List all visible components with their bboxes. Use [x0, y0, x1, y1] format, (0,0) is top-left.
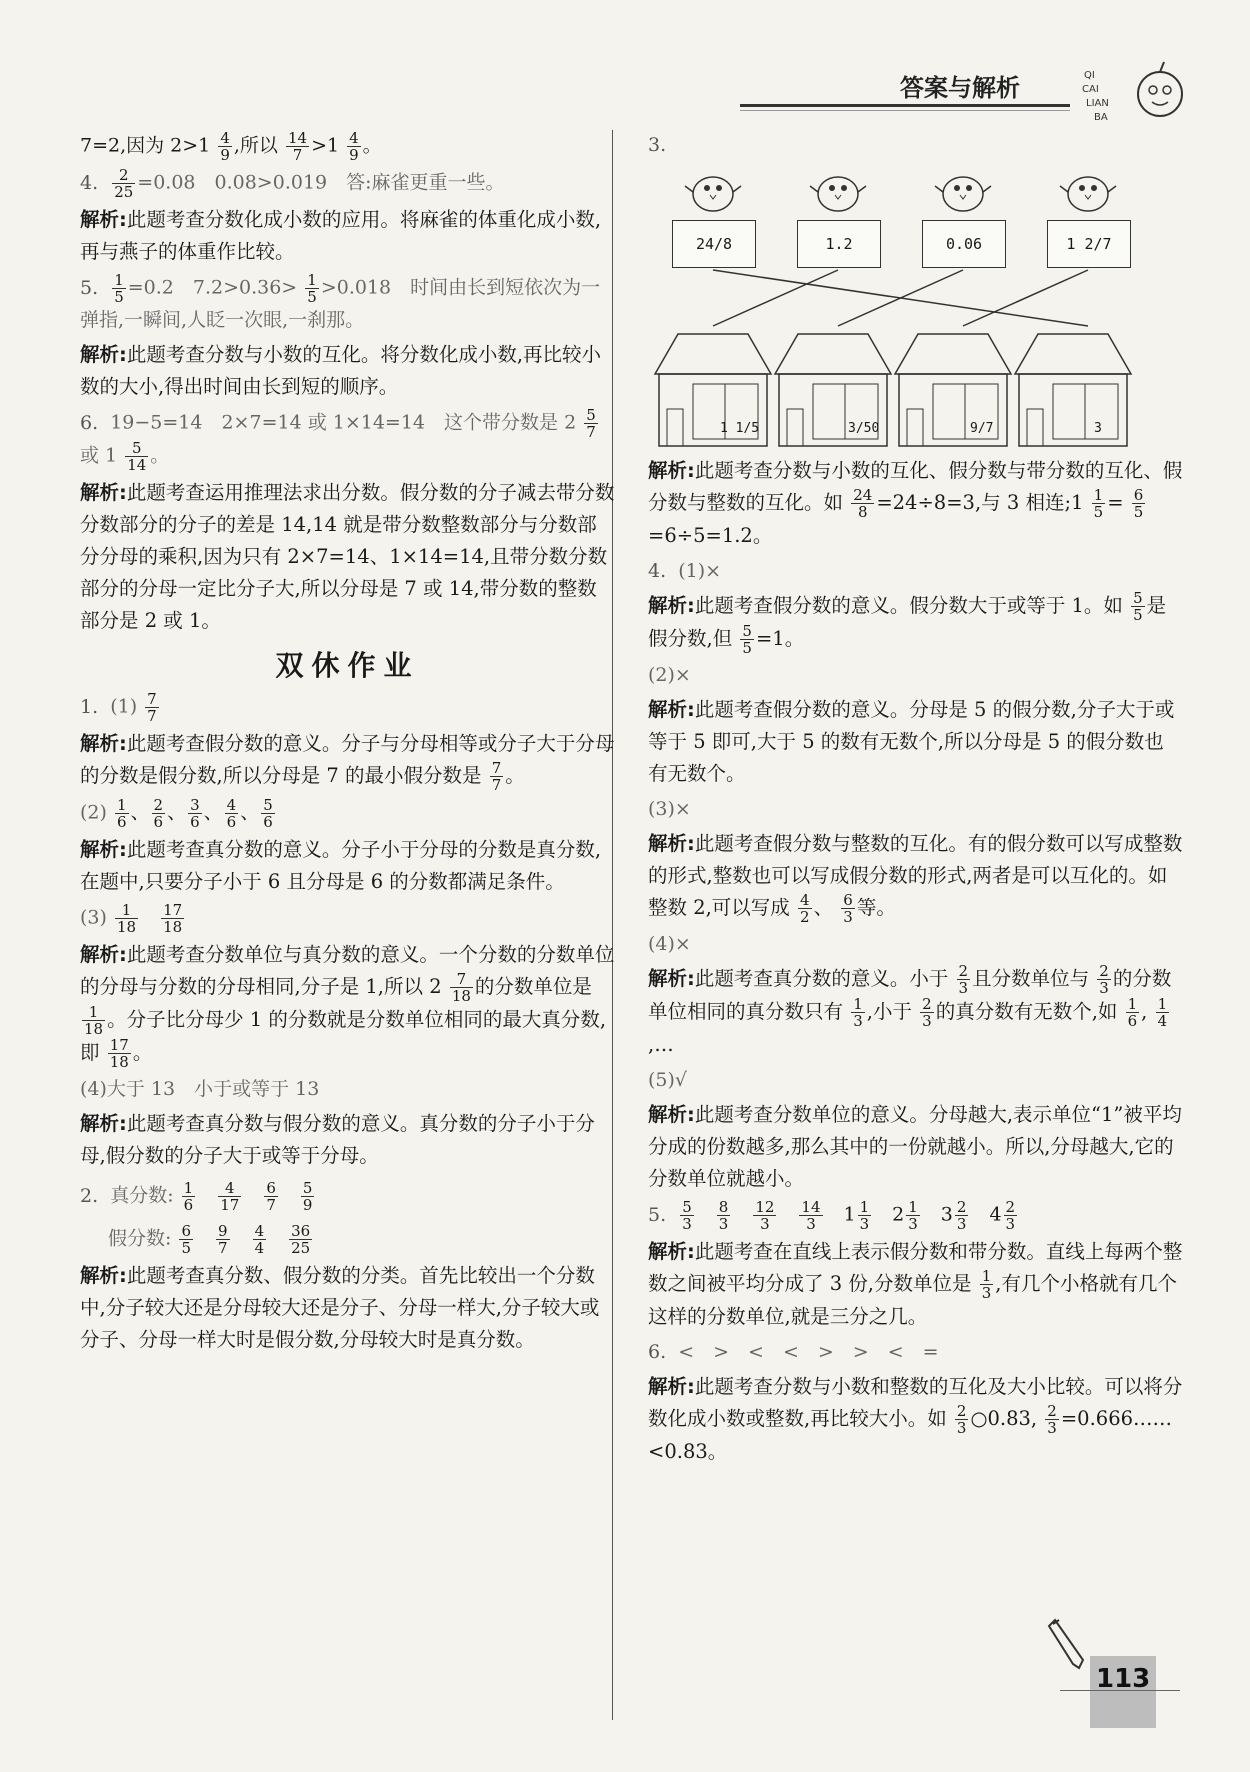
category-label: 真分数:: [110, 1184, 174, 1207]
fraction: $\frac{1}{18}$: [84, 1003, 104, 1038]
analysis-5: [648, 1236, 1183, 1333]
fraction: $\frac{1}{6}$: [183, 1179, 194, 1214]
analysis-text: =1。: [755, 627, 805, 650]
s1-analysis-3: [80, 939, 615, 1070]
continuation-line: [80, 130, 615, 163]
analysis-label: 解析:: [648, 698, 695, 721]
part-4-4: [648, 929, 1183, 959]
analysis-label: 解析:: [648, 832, 695, 855]
fraction: $\frac{14}{7}$: [287, 129, 308, 164]
part-label: (3): [80, 906, 107, 929]
house-value: 3/50: [848, 421, 880, 436]
cont-text: 7=2,因为 2>1: [80, 134, 211, 157]
fraction: $\frac{6}{5}$: [1133, 486, 1144, 521]
part-answer: (2)×: [648, 664, 691, 686]
fraction: $\frac{2}{25}$: [114, 166, 134, 201]
fraction: $\frac{5}{5}$: [1133, 589, 1143, 624]
fraction: $\frac{4}{9}$: [220, 129, 230, 164]
fraction: $\frac{4}{4}$: [254, 1222, 265, 1257]
fraction: $\frac{2}{3}$: [956, 1198, 967, 1233]
question-number: 5.: [648, 1203, 667, 1226]
analysis-text: 此题考查分数化成小数的应用。将麻雀的体重化成小数,再与燕子的体重作比较。: [80, 208, 602, 263]
part-answer: (4)×: [648, 933, 691, 955]
fraction: $\frac{2}{3}$: [958, 962, 969, 997]
fraction: $\frac{1}{5}$: [114, 271, 124, 306]
question-5: 5. $\frac{5}{3}$ $\frac{8}{3}$ $\frac{12}{3}$ $\frac{14}{3}$ 1 $\frac{1}{3}$ 2 $\frac{1}{3}$ 3 $\frac{2}{3}$ 4 $\frac{2}{3}$: [648, 1198, 1016, 1233]
analysis-text: ,有几个小格就有几个这样的分数单位,就是三分之几。: [648, 1272, 1177, 1328]
s1-analysis-2: [80, 834, 615, 898]
s1-analysis-1: [80, 728, 615, 793]
answer-text: 或 1: [80, 444, 118, 467]
part-4-3: [648, 794, 1183, 824]
analysis-label: 解析:: [80, 481, 127, 504]
part-answer: (5)√: [648, 1069, 688, 1091]
analysis-text: 的真分数有无数个,如: [935, 1000, 1118, 1023]
fraction: $\frac{5}{3}$: [682, 1198, 692, 1233]
analysis-text: =6÷5=1.2。: [648, 524, 773, 547]
answer-text: < > < < > > < =: [678, 1341, 939, 1363]
analysis-6: [648, 1371, 1183, 1468]
analysis-text: ,: [1141, 1000, 1148, 1023]
question-number: 1.: [80, 695, 99, 718]
analysis-text: 此题考查分数单位与真分数的意义。一个分数的分数单位的分母与分数的分母相同,分子是 1,所以 2: [80, 943, 615, 998]
fraction: $\frac{2}{3}$: [1099, 962, 1109, 997]
question-5: [80, 272, 615, 335]
analysis-text: 此题考查分数单位的意义。分母越大,表示单位“1”被平均分成的份数越多,那么其中的一份就越小。所以,分母越大,它的分数单位就越小。: [648, 1103, 1182, 1190]
section-title: 双休作业: [275, 649, 420, 682]
s1-part-4: [80, 1074, 615, 1104]
part-label: (1): [110, 695, 138, 718]
fraction: $\frac{4}{17}$: [220, 1179, 240, 1214]
s1-part-2: (2) $\frac{1}{6}$ 、 $\frac{2}{6}$ 、 $\frac{3}{6}$ 、 $\frac{4}{6}$ 、 $\frac{5}{6}$: [80, 796, 273, 831]
fraction: $\frac{4}{6}$: [226, 796, 237, 831]
question-number: 5.: [80, 276, 99, 299]
question-number: 3.: [648, 134, 667, 156]
analysis-3: [648, 455, 1183, 552]
fraction: $\frac{8}{3}$: [718, 1198, 729, 1233]
analysis-6: [80, 477, 615, 637]
analysis-text: ○0.83,: [970, 1407, 1038, 1430]
house-value: 3: [1094, 421, 1102, 436]
svg-text:BA: BA: [1094, 112, 1108, 123]
svg-text:QI: QI: [1084, 70, 1095, 81]
question-6: [648, 1337, 1183, 1367]
fraction: $\frac{14}{3}$: [801, 1198, 821, 1233]
analysis-label: 解析:: [80, 732, 127, 755]
fraction: $\frac{1}{3}$: [853, 995, 863, 1030]
fraction: $\frac{5}{14}$: [127, 439, 147, 474]
question-number: 6.: [80, 411, 99, 434]
fraction: $\frac{36}{25}$: [291, 1222, 311, 1257]
analysis-text: 。: [132, 1041, 153, 1064]
analysis-text: 此题考查分数与小数的互化。将分数化成小数,再比较小数的大小,得出时间由长到短的顺序。: [80, 343, 602, 398]
header-title: 答案与解析: [900, 74, 1020, 102]
fraction: $\frac{9}{7}$: [218, 1222, 228, 1257]
part-4-2: [648, 660, 1183, 690]
analysis-4: [80, 204, 615, 268]
fraction: $\frac{24}{8}$: [853, 486, 873, 521]
fraction: $\frac{6}{3}$: [843, 891, 853, 926]
fraction: $\frac{1}{6}$: [1127, 995, 1138, 1030]
fraction: $\frac{5}{6}$: [263, 796, 273, 831]
bird-icon: [1058, 164, 1118, 214]
part-label: (4)大于 13 小于或等于 13: [80, 1078, 320, 1100]
question-number: 6.: [648, 1341, 667, 1363]
fraction: $\frac{4}{9}$: [349, 129, 359, 164]
fraction: $\frac{2}{3}$: [1005, 1198, 1016, 1233]
s1-part-1: [80, 691, 615, 724]
fraction: $\frac{1}{3}$: [981, 1267, 992, 1302]
fraction: $\frac{7}{7}$: [491, 759, 502, 794]
analysis-text: =0.666……<0.83。: [648, 1407, 1173, 1463]
analysis-text: 等。: [856, 896, 896, 919]
house-icon: [893, 329, 1013, 447]
bird-icon: [683, 164, 743, 214]
analysis-text: 此题考查分数与小数和整数的互化及大小比较。可以将分数化成小数或整数,再比较大小。如: [648, 1375, 1183, 1430]
analysis-4-4: [648, 963, 1183, 1061]
s2-analysis: [80, 1260, 615, 1356]
logo-icon: [1080, 52, 1200, 132]
analysis-text: 此题考查运用推理法求出分数。假分数的分子减去带分数分数部分的分子的差是 14,14 就是带分数整数部分与分数部分分母的乘积,因为只有 2×7=14、1×14=14,且带分数分数部分的分母一定比分子大,所以分母是 7 或 14,带分数的整数部分是 2 或 1。: [80, 481, 615, 632]
cont-text: ,所以: [233, 134, 278, 157]
fraction: $\frac{17}{18}$: [163, 901, 183, 936]
cont-text: 。: [362, 134, 382, 157]
analysis-text: 此题考查在直线上表示假分数和带分数。直线上每两个整数之间被平均分成了 3 份,分数单位是: [648, 1240, 1183, 1295]
cont-text: >1: [311, 134, 340, 157]
analysis-label: 解析:: [80, 838, 127, 861]
analysis-label: 解析:: [648, 1240, 695, 1263]
analysis-text: 此题考查真分数、假分数的分类。首先比较出一个分数中,分子较大还是分母较大还是分子、分母一样大,分子较大或分子、分母一样大时是假分数,分母较大时是真分数。: [80, 1264, 600, 1351]
analysis-text: 且分数单位与: [972, 967, 1090, 990]
fraction: $\frac{3}{6}$: [190, 796, 200, 831]
analysis-text: ,小于: [866, 1000, 912, 1023]
analysis-text: 的分数单位相同的真分数只有: [648, 967, 1172, 1023]
answer-text: 19−5=14 2×7=14 或 1×14=14 这个带分数是 2: [110, 411, 577, 434]
answer-text: 。: [150, 444, 170, 467]
fraction: $\frac{2}{6}$: [153, 796, 164, 831]
analysis-text: =: [1107, 491, 1124, 514]
fraction: $\frac{17}{18}$: [109, 1036, 129, 1071]
answer-text: =0.2 7.2>0.36>: [127, 276, 298, 299]
fraction: $\frac{1}{3}$: [908, 1198, 918, 1233]
bird-sign: 24/8: [672, 220, 756, 268]
fraction: $\frac{6}{5}$: [181, 1222, 191, 1257]
analysis-label: 解析:: [648, 459, 695, 482]
analysis-text: 此题考查分数与小数的互化、假分数与带分数的互化、假分数与整数的互化。如: [648, 459, 1183, 514]
analysis-4-2: [648, 694, 1183, 790]
pencil-icon: [1045, 1610, 1095, 1680]
s1-part-3: [80, 902, 615, 935]
fraction: $\frac{5}{7}$: [586, 406, 596, 441]
house-icon: [1013, 329, 1133, 447]
page-number: 113: [1096, 1664, 1151, 1694]
answer-text: >0.018 时间由长到短依次为一弹指,一瞬间,人眨一次眼,一刹那。: [80, 276, 601, 331]
svg-text:CAI: CAI: [1082, 84, 1099, 95]
svg-text:LIAN: LIAN: [1086, 98, 1109, 109]
fraction: $\frac{1}{5}$: [1093, 486, 1104, 521]
part-answer: (3)×: [648, 798, 691, 820]
fraction: $\frac{7}{18}$: [451, 970, 471, 1005]
question-6: [80, 407, 615, 473]
analysis-text: 此题考查真分数与假分数的意义。真分数的分子小于分母,假分数的分子大于或等于分母。: [80, 1112, 595, 1167]
analysis-label: 解析:: [648, 1375, 695, 1398]
header-rule-thin: [740, 110, 1070, 111]
fraction: $\frac{4}{2}$: [800, 891, 810, 926]
fraction: $\frac{1}{5}$: [307, 271, 317, 306]
bird-icon: [933, 164, 993, 214]
fraction: $\frac{7}{7}$: [147, 690, 157, 725]
s2-false-fractions: [80, 1223, 615, 1256]
analysis-label: 解析:: [80, 1264, 127, 1287]
question-3: [648, 130, 1183, 160]
fraction: $\frac{5}{9}$: [302, 1179, 313, 1214]
bird-sign: 1 2/7: [1047, 220, 1131, 268]
part-label: (2): [80, 801, 107, 824]
analysis-text: 此题考查真分数的意义。小于: [694, 967, 949, 990]
fraction: $\frac{12}{3}$: [755, 1198, 775, 1233]
analysis-label: 解析:: [80, 343, 127, 366]
analysis-label: 解析:: [648, 1103, 695, 1126]
analysis-text: ,…: [648, 1033, 674, 1056]
fraction: $\frac{1}{3}$: [859, 1198, 870, 1233]
analysis-label: 解析:: [648, 594, 695, 617]
question-number: 2.: [80, 1184, 99, 1207]
left-column: [80, 130, 615, 1360]
analysis-4-5: [648, 1099, 1183, 1195]
analysis-label: 解析:: [80, 943, 127, 966]
part-answer: (1)×: [678, 560, 722, 582]
analysis-text: 此题考查假分数与整数的互化。有的假分数可以写成整数的形式,整数也可以写成假分数的形式,两者是可以互化的。如整数 2,可以写成: [648, 832, 1183, 919]
analysis-text: 的分数单位是: [474, 975, 592, 998]
right-column: [648, 130, 1183, 1472]
bird-sign: 0.06: [922, 220, 1006, 268]
answer-text: =0.08 0.08>0.019 答:麻雀更重一些。: [137, 171, 505, 194]
fraction: $\frac{1}{6}$: [116, 796, 127, 831]
analysis-text: 此题考查假分数的意义。分母是 5 的假分数,分子大于或等于 5 即可,大于 5 的数有无数个,所以分母是 5 的假分数也有无数个。: [648, 698, 1175, 785]
matching-diagram: [648, 164, 1188, 449]
analysis-4-3: [648, 828, 1183, 925]
analysis-text: 。分子比分母少 1 的分数就是分数单位相同的最大真分数,即: [80, 1008, 607, 1064]
fraction: $\frac{6}{7}$: [266, 1179, 276, 1214]
analysis-text: =24÷8=3,与 3 相连;1: [876, 491, 1084, 514]
analysis-label: 解析:: [80, 208, 127, 231]
analysis-text: 此题考查假分数的意义。分子与分母相等或分子大于分母的分数是假分数,所以分母是 7 的最小假分数是: [80, 732, 615, 787]
fraction: $\frac{2}{3}$: [922, 995, 932, 1030]
question-number: 4.: [648, 560, 667, 582]
fraction: $\frac{1}{18}$: [116, 901, 137, 936]
analysis-text: 是假分数,但: [648, 594, 1167, 650]
analysis-label: 解析:: [80, 1112, 127, 1135]
analysis-text: 此题考查假分数的意义。假分数大于或等于 1。如: [694, 594, 1123, 617]
bird-icon: [808, 164, 868, 214]
analysis-text: 此题考查真分数的意义。分子小于分母的分数是真分数,在题中,只要分子小于 6 且分母是 6 的分数都满足条件。: [80, 838, 602, 893]
s1-analysis-4: [80, 1108, 615, 1172]
analysis-text: 、: [813, 896, 834, 919]
analysis-text: 。: [505, 764, 525, 787]
house-value: 9/7: [970, 421, 994, 436]
fraction: $\frac{2}{3}$: [1047, 1402, 1057, 1437]
fraction: $\frac{5}{5}$: [742, 622, 752, 657]
fraction: $\frac{1}{4}$: [1157, 995, 1168, 1030]
header-rule: [740, 104, 1070, 107]
question-4: [80, 167, 615, 200]
analysis-label: 解析:: [648, 967, 695, 990]
analysis-5: [80, 339, 615, 403]
question-number: 4.: [80, 171, 99, 194]
fraction: $\frac{2}{3}$: [956, 1402, 967, 1437]
part-4-5: [648, 1065, 1183, 1095]
connecting-lines: [648, 264, 1188, 334]
bird-sign: 1.2: [797, 220, 881, 268]
category-label: 假分数:: [108, 1227, 172, 1250]
analysis-4-1: [648, 590, 1183, 656]
question-4: [648, 556, 1183, 586]
house-value: 1 1/5: [720, 421, 760, 436]
s2-true-fractions: [80, 1180, 615, 1213]
